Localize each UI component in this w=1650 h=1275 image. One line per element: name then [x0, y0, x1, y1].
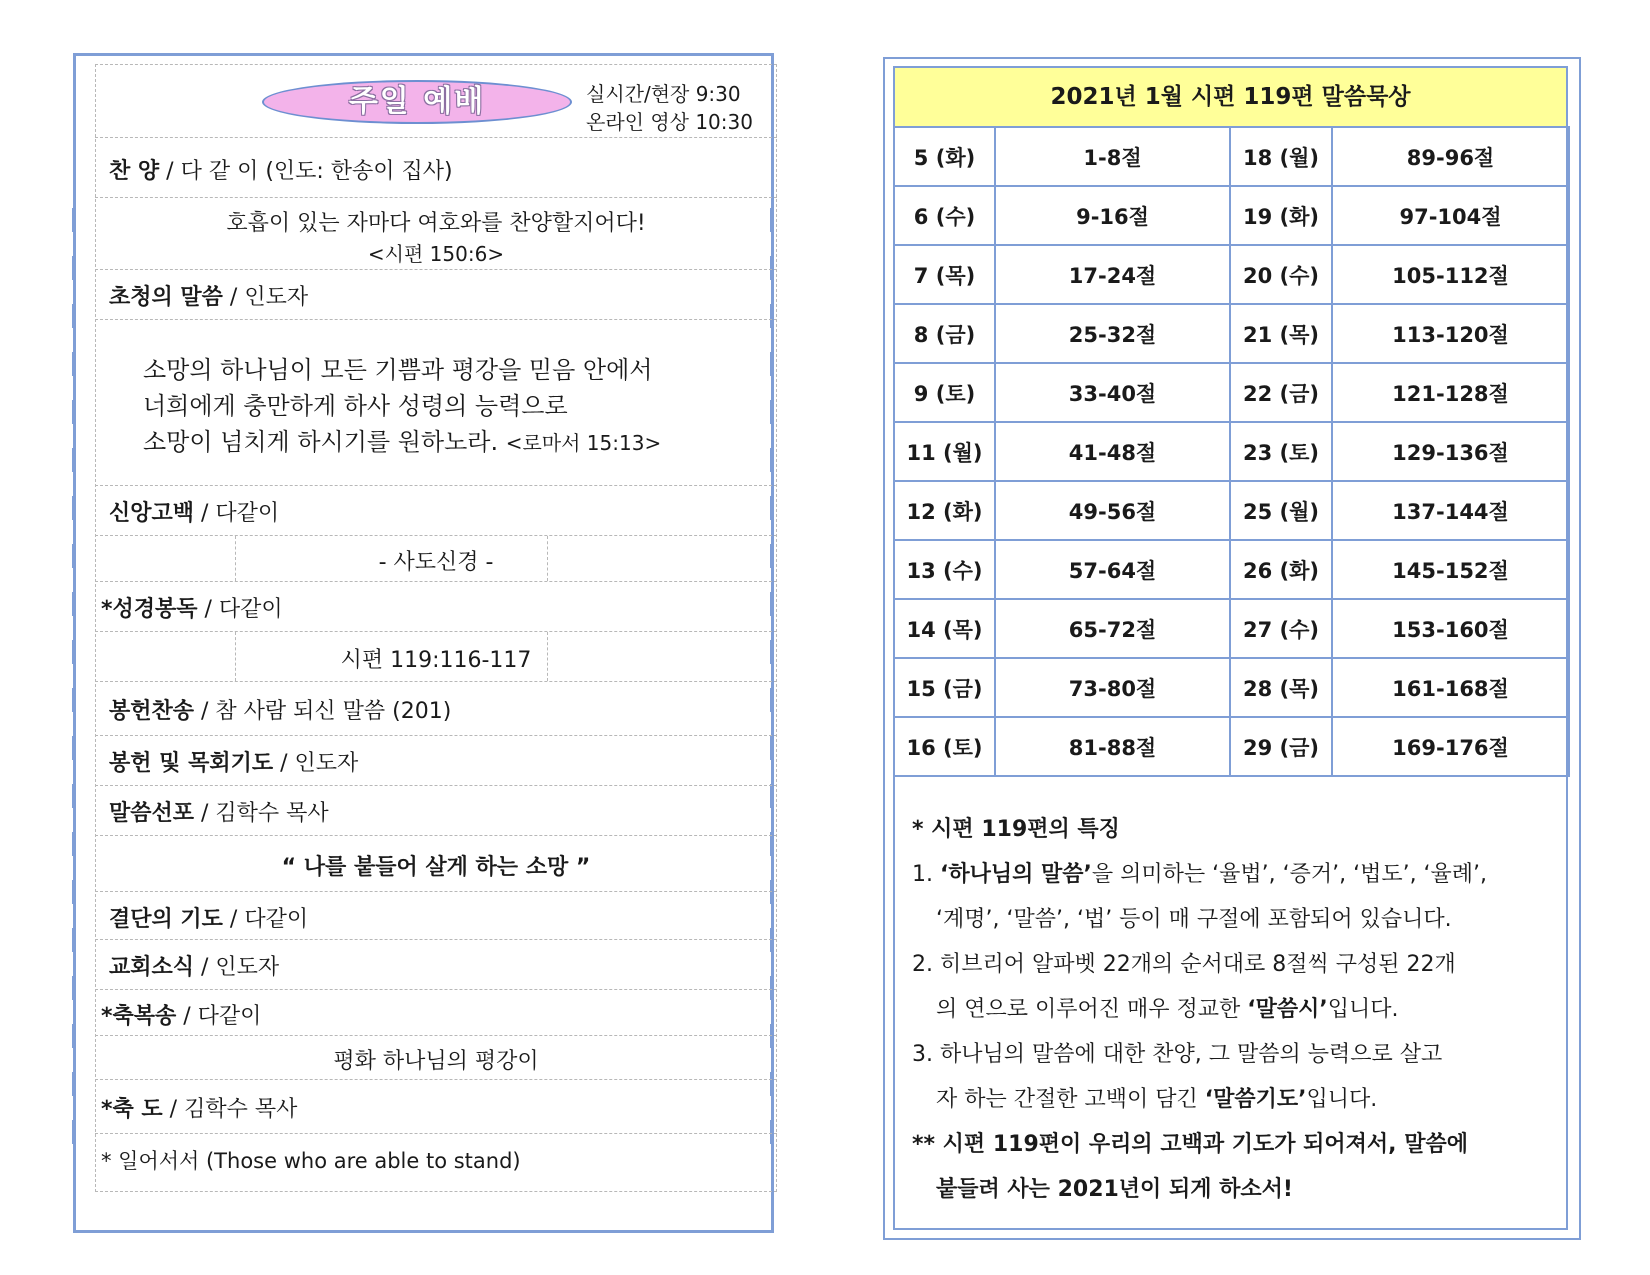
schedule-cell-verses-right: 121-128절 — [1332, 363, 1569, 422]
row-benediction — [95, 1080, 777, 1134]
schedule-row — [894, 304, 1569, 363]
schedule-cell-verses-left: 9-16절 — [995, 186, 1230, 245]
schedule-cell-day-right: 29 (금) — [1230, 717, 1332, 776]
schedule-cell-day-right: 23 (토) — [1230, 422, 1332, 481]
praise-verse-ref: <시편 150:6> — [367, 242, 505, 266]
creed-sub: - 사도신경 - — [378, 550, 494, 575]
stand-footnote: * 일어서서 (Those who are able to stand) — [101, 1149, 521, 1173]
schedule-cell-day-left: 8 (금) — [894, 304, 995, 363]
schedule-cell-day-right: 26 (화) — [1230, 540, 1332, 599]
offering-prayer-label: 봉헌 및 목회기도 — [109, 751, 274, 776]
schedule-table — [893, 126, 1570, 777]
invitation-label: 초청의 말씀 — [109, 285, 223, 310]
note-3-line2: 자 하는 간절한 고백이 담긴 ‘말씀기도’입니다. — [936, 1087, 1378, 1112]
benediction-label: *축 도 — [101, 1097, 163, 1122]
row-praise-verse — [95, 198, 777, 270]
row-invitation-verse — [95, 320, 777, 486]
schedule-cell-verses-left: 73-80절 — [995, 658, 1230, 717]
service-time-online: 온라인 영상 10:30 — [586, 110, 753, 134]
schedule-row — [894, 481, 1569, 540]
row-offering-prayer — [95, 736, 777, 786]
schedule-cell-verses-right: 105-112절 — [1332, 245, 1569, 304]
row-news — [95, 940, 777, 990]
schedule-cell-day-right: 21 (목) — [1230, 304, 1332, 363]
row-reading — [95, 582, 777, 632]
creed-detail: / 다같이 — [201, 501, 280, 526]
schedule-cell-day-right: 25 (월) — [1230, 481, 1332, 540]
schedule-row — [894, 540, 1569, 599]
creed-label: 신앙고백 — [109, 501, 195, 526]
row-decision — [95, 892, 777, 940]
news-label: 교회소식 — [109, 955, 195, 980]
note-3-bold: ‘말씀기도’ — [1204, 1087, 1307, 1112]
decision-detail: / 다같이 — [229, 907, 309, 932]
service-time-onsite: 실시간/현장 9:30 — [586, 82, 741, 106]
schedule-cell-verses-left: 65-72절 — [995, 599, 1230, 658]
reading-sub: 시편 119:116-117 — [340, 648, 532, 673]
schedule-cell-day-left: 7 (목) — [894, 245, 995, 304]
schedule-row — [894, 245, 1569, 304]
reading-label: *성경봉독 — [101, 597, 198, 622]
note-1-line2: ‘계명’, ‘말씀’, ‘법’ 등이 매 구절에 포함되어 있습니다. — [936, 907, 1452, 932]
schedule-row — [894, 422, 1569, 481]
praise-detail: / 다 같 이 (인도: 한송이 집사) — [166, 159, 453, 184]
row-blessing-song-sub — [95, 1036, 777, 1080]
schedule-cell-verses-left: 57-64절 — [995, 540, 1230, 599]
row-offering-hymn — [95, 682, 777, 736]
notes-heading: * 시편 119편의 특징 — [912, 817, 1120, 842]
row-sermon — [95, 786, 777, 836]
schedule-cell-day-right: 19 (화) — [1230, 186, 1332, 245]
invitation-verse-line1: 소망의 하나님이 모든 기쁨과 평강을 믿음 안에서 — [143, 356, 653, 384]
invitation-verse-line2: 너희에게 충만하게 하사 성령의 능력으로 — [143, 392, 568, 420]
blessing-song-label: *축복송 — [101, 1004, 177, 1029]
header-row — [95, 64, 777, 138]
praise-verse-text: 호흡이 있는 자마다 여호와를 찬양할지어다! — [226, 211, 646, 236]
schedule-cell-verses-left: 81-88절 — [995, 717, 1230, 776]
schedule-cell-verses-right: 153-160절 — [1332, 599, 1569, 658]
invitation-detail: / 인도자 — [229, 285, 309, 310]
row-sermon-title — [95, 836, 777, 892]
note-1-line1: 1. ‘하나님의 말씀’을 의미하는 ‘율법’, ‘증거’, ‘법도’, ‘율례’, — [912, 862, 1488, 887]
news-detail: / 인도자 — [201, 955, 280, 980]
praise-label: 찬 양 — [109, 159, 160, 184]
note-2-line2: 의 연으로 이루어진 매우 정교한 ‘말씀시’입니다. — [936, 997, 1399, 1022]
schedule-row — [894, 658, 1569, 717]
sermon-label: 말씀선포 — [109, 801, 195, 826]
closing-line1: ** 시편 119편이 우리의 고백과 기도가 되어져서, 말씀에 — [912, 1132, 1468, 1157]
service-title: 주일 예배 — [348, 84, 486, 119]
schedule-cell-verses-right: 137-144절 — [1332, 481, 1569, 540]
closing-line2: 붙들려 사는 2021년이 되게 하소서! — [936, 1177, 1293, 1202]
row-creed-sub — [95, 536, 777, 582]
schedule-cell-day-left: 14 (목) — [894, 599, 995, 658]
note-1-bold: ‘하나님의 말씀’ — [939, 862, 1092, 887]
row-creed — [95, 486, 777, 536]
schedule-cell-day-left: 9 (토) — [894, 363, 995, 422]
schedule-cell-day-left: 6 (수) — [894, 186, 995, 245]
schedule-row — [894, 599, 1569, 658]
note-3-line1: 3. 하나님의 말씀에 대한 찬양, 그 말씀의 능력으로 살고 — [912, 1042, 1443, 1067]
schedule-cell-day-right: 22 (금) — [1230, 363, 1332, 422]
offering-hymn-label: 봉헌찬송 — [109, 699, 195, 724]
sermon-title: “ 나를 붙들어 살게 하는 소망 ” — [281, 855, 591, 880]
decision-label: 결단의 기도 — [109, 907, 223, 932]
schedule-cell-verses-left: 25-32절 — [995, 304, 1230, 363]
schedule-cell-verses-left: 49-56절 — [995, 481, 1230, 540]
schedule-cell-day-left: 11 (월) — [894, 422, 995, 481]
row-praise — [95, 138, 777, 198]
reading-detail: / 다같이 — [204, 597, 283, 622]
schedule-cell-day-right: 28 (목) — [1230, 658, 1332, 717]
schedule-cell-verses-right: 113-120절 — [1332, 304, 1569, 363]
row-blessing-song — [95, 990, 777, 1036]
schedule-cell-day-left: 5 (화) — [894, 127, 995, 186]
schedule-row — [894, 186, 1569, 245]
schedule-cell-day-left: 16 (토) — [894, 717, 995, 776]
schedule-cell-verses-right: 89-96절 — [1332, 127, 1569, 186]
schedule-cell-day-left: 15 (금) — [894, 658, 995, 717]
schedule-cell-day-right: 27 (수) — [1230, 599, 1332, 658]
schedule-cell-day-left: 12 (화) — [894, 481, 995, 540]
note-2-line1: 2. 히브리어 알파벳 22개의 순서대로 8절씩 구성된 22개 — [912, 952, 1456, 977]
schedule-cell-verses-right: 97-104절 — [1332, 186, 1569, 245]
row-reading-sub — [95, 632, 777, 682]
offering-prayer-detail: / 인도자 — [280, 751, 359, 776]
blessing-song-detail: / 다같이 — [183, 1004, 262, 1029]
invitation-verse-line3: 소망이 넘치게 하시기를 원하노라. — [143, 428, 499, 456]
sermon-detail: / 김학수 목사 — [201, 801, 329, 826]
schedule-cell-day-left: 13 (수) — [894, 540, 995, 599]
schedule-cell-verses-left: 17-24절 — [995, 245, 1230, 304]
schedule-row — [894, 127, 1569, 186]
schedule-cell-day-right: 20 (수) — [1230, 245, 1332, 304]
schedule-row — [894, 717, 1569, 776]
schedule-table-body — [894, 127, 1569, 776]
benediction-detail: / 김학수 목사 — [169, 1097, 298, 1122]
note-2-bold: ‘말씀시’ — [1247, 997, 1328, 1022]
schedule-row — [894, 363, 1569, 422]
schedule-cell-verses-left: 41-48절 — [995, 422, 1230, 481]
schedule-cell-verses-left: 33-40절 — [995, 363, 1230, 422]
schedule-cell-verses-right: 169-176절 — [1332, 717, 1569, 776]
offering-hymn-detail: / 참 사람 되신 말씀 (201) — [201, 699, 452, 724]
blessing-song-sub: 평화 하나님의 평강이 — [333, 1049, 539, 1074]
schedule-cell-verses-right: 145-152절 — [1332, 540, 1569, 599]
invitation-verse-ref: <로마서 15:13> — [505, 431, 662, 455]
row-invitation — [95, 270, 777, 320]
schedule-cell-day-right: 18 (월) — [1230, 127, 1332, 186]
schedule-cell-verses-right: 161-168절 — [1332, 658, 1569, 717]
schedule-cell-verses-left: 1-8절 — [995, 127, 1230, 186]
schedule-title: 2021년 1월 시편 119편 말씀묵상 — [893, 66, 1568, 128]
schedule-cell-verses-right: 129-136절 — [1332, 422, 1569, 481]
